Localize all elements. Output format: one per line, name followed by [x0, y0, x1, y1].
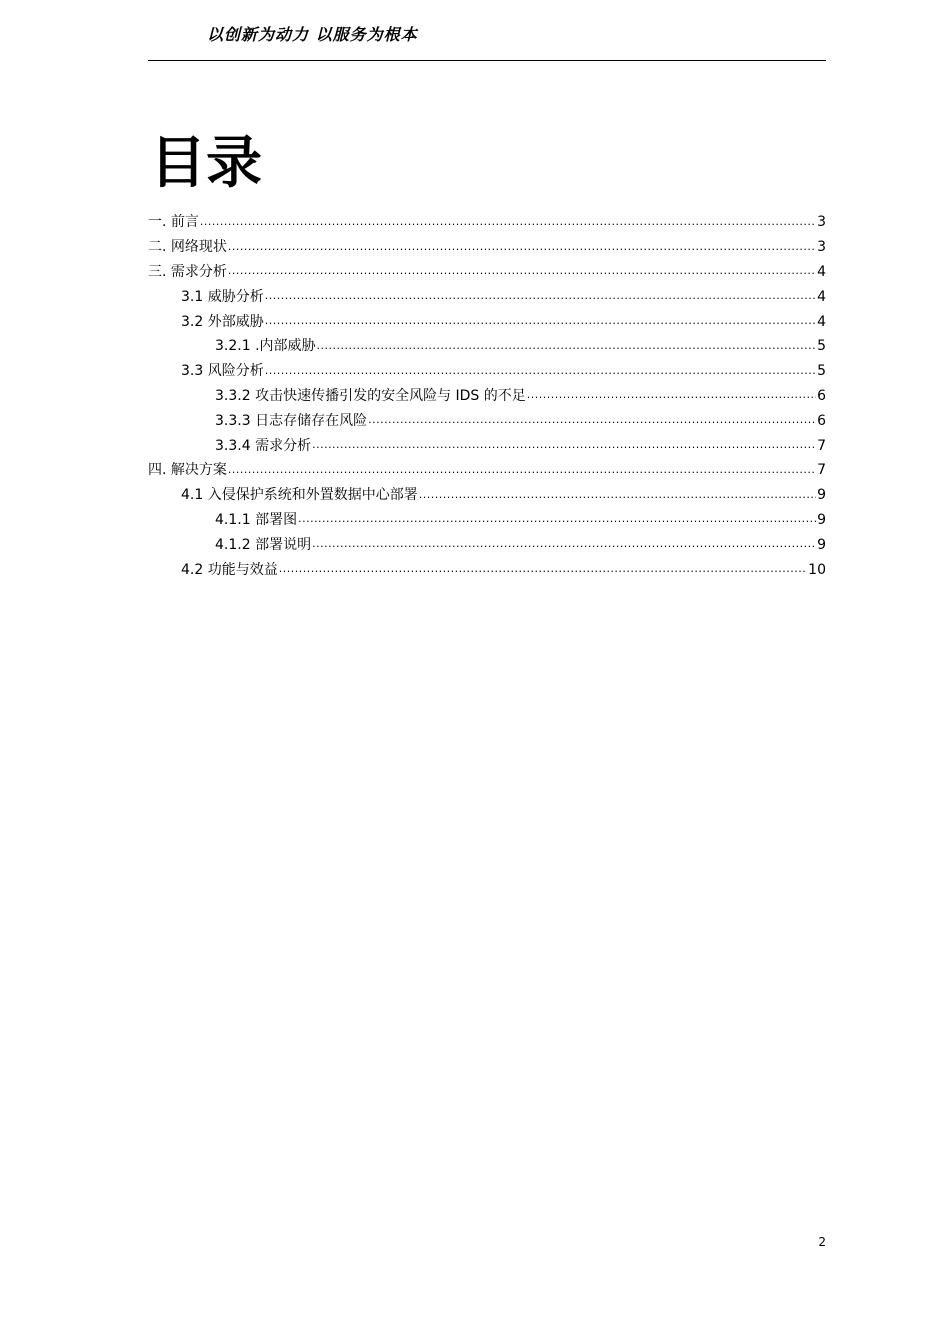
toc-entry-page: 3 — [817, 239, 826, 256]
toc-entry-4[interactable] — [148, 458, 826, 483]
header-motto: 以创新为动力 以服务为根本 — [207, 25, 418, 44]
toc-entry-3-3-3[interactable] — [148, 408, 826, 433]
toc-entry-text: 3.3.2 攻击快速传播引发的安全风险与 IDS 的不足 — [215, 387, 526, 404]
toc-entry-text: 3.3 风险分析 — [181, 363, 264, 380]
toc-entry-page: 6 — [817, 412, 826, 429]
toc-entry-page: 7 — [817, 462, 826, 479]
toc-entry-text: 四. 解决方案 — [148, 462, 227, 479]
toc-entry-4-1-2[interactable] — [148, 532, 826, 557]
toc-dot-leader — [419, 486, 816, 508]
toc-entry-text: 4.1.2 部署说明 — [215, 536, 312, 553]
toc-entry-3-2[interactable] — [148, 309, 826, 334]
toc-entry-page: 6 — [817, 387, 826, 404]
toc-entry-3-3-2[interactable] — [148, 384, 826, 409]
toc-entry-page: 4 — [817, 313, 826, 330]
toc-entry-page: 10 — [808, 561, 826, 578]
toc-dot-leader — [279, 560, 807, 582]
toc-title: 目录 — [150, 130, 262, 196]
toc-dot-leader — [298, 510, 816, 532]
toc-dot-leader — [228, 262, 816, 284]
toc-entry-page: 4 — [817, 288, 826, 305]
toc-dot-leader — [265, 312, 816, 334]
toc-dot-leader — [312, 436, 816, 458]
toc-dot-leader — [368, 411, 816, 433]
toc-dot-leader — [265, 362, 816, 384]
header-divider — [148, 60, 826, 61]
toc-dot-leader — [317, 337, 817, 359]
toc-dot-leader — [228, 461, 816, 483]
toc-entry-page: 4 — [817, 263, 826, 280]
toc-entry-text: 3.1 威胁分析 — [181, 288, 264, 305]
toc-entry-page: 9 — [817, 511, 826, 528]
toc-entry-2[interactable] — [148, 235, 826, 260]
toc-entry-1[interactable] — [148, 210, 826, 235]
toc-dot-leader — [312, 535, 816, 557]
toc-entry-text: 一. 前言 — [148, 214, 199, 231]
toc-entry-text: 4.1.1 部署图 — [215, 511, 298, 528]
toc-entry-4-2[interactable] — [148, 557, 826, 582]
toc-dot-leader — [200, 213, 816, 235]
toc-list — [148, 210, 826, 582]
toc-entry-page: 3 — [817, 214, 826, 231]
toc-entry-text: 二. 网络现状 — [148, 239, 227, 256]
toc-entry-3-3-4[interactable] — [148, 433, 826, 458]
toc-entry-page: 7 — [817, 437, 826, 454]
toc-entry-text: 三. 需求分析 — [148, 263, 227, 280]
toc-dot-leader — [527, 386, 816, 408]
toc-entry-3-1[interactable] — [148, 284, 826, 309]
toc-dot-leader — [228, 238, 816, 260]
toc-entry-page: 9 — [817, 536, 826, 553]
toc-entry-3[interactable] — [148, 260, 826, 285]
toc-entry-page: 9 — [817, 487, 826, 504]
toc-entry-page: 5 — [817, 338, 826, 355]
toc-entry-3-3[interactable] — [148, 359, 826, 384]
toc-entry-text: 3.2.1 .内部威胁 — [215, 338, 316, 355]
toc-entry-4-1-1[interactable] — [148, 508, 826, 533]
toc-entry-page: 5 — [817, 363, 826, 380]
toc-entry-text: 3.3.3 日志存储存在风险 — [215, 412, 368, 429]
toc-entry-4-1[interactable] — [148, 483, 826, 508]
toc-entry-3-2-1[interactable] — [148, 334, 826, 359]
page-number: 2 — [818, 1235, 826, 1249]
toc-entry-text: 3.3.4 需求分析 — [215, 437, 312, 454]
toc-entry-text: 4.1 入侵保护系统和外置数据中心部署 — [181, 487, 418, 504]
toc-entry-text: 4.2 功能与效益 — [181, 561, 278, 578]
toc-entry-text: 3.2 外部威胁 — [181, 313, 264, 330]
toc-dot-leader — [265, 287, 816, 309]
